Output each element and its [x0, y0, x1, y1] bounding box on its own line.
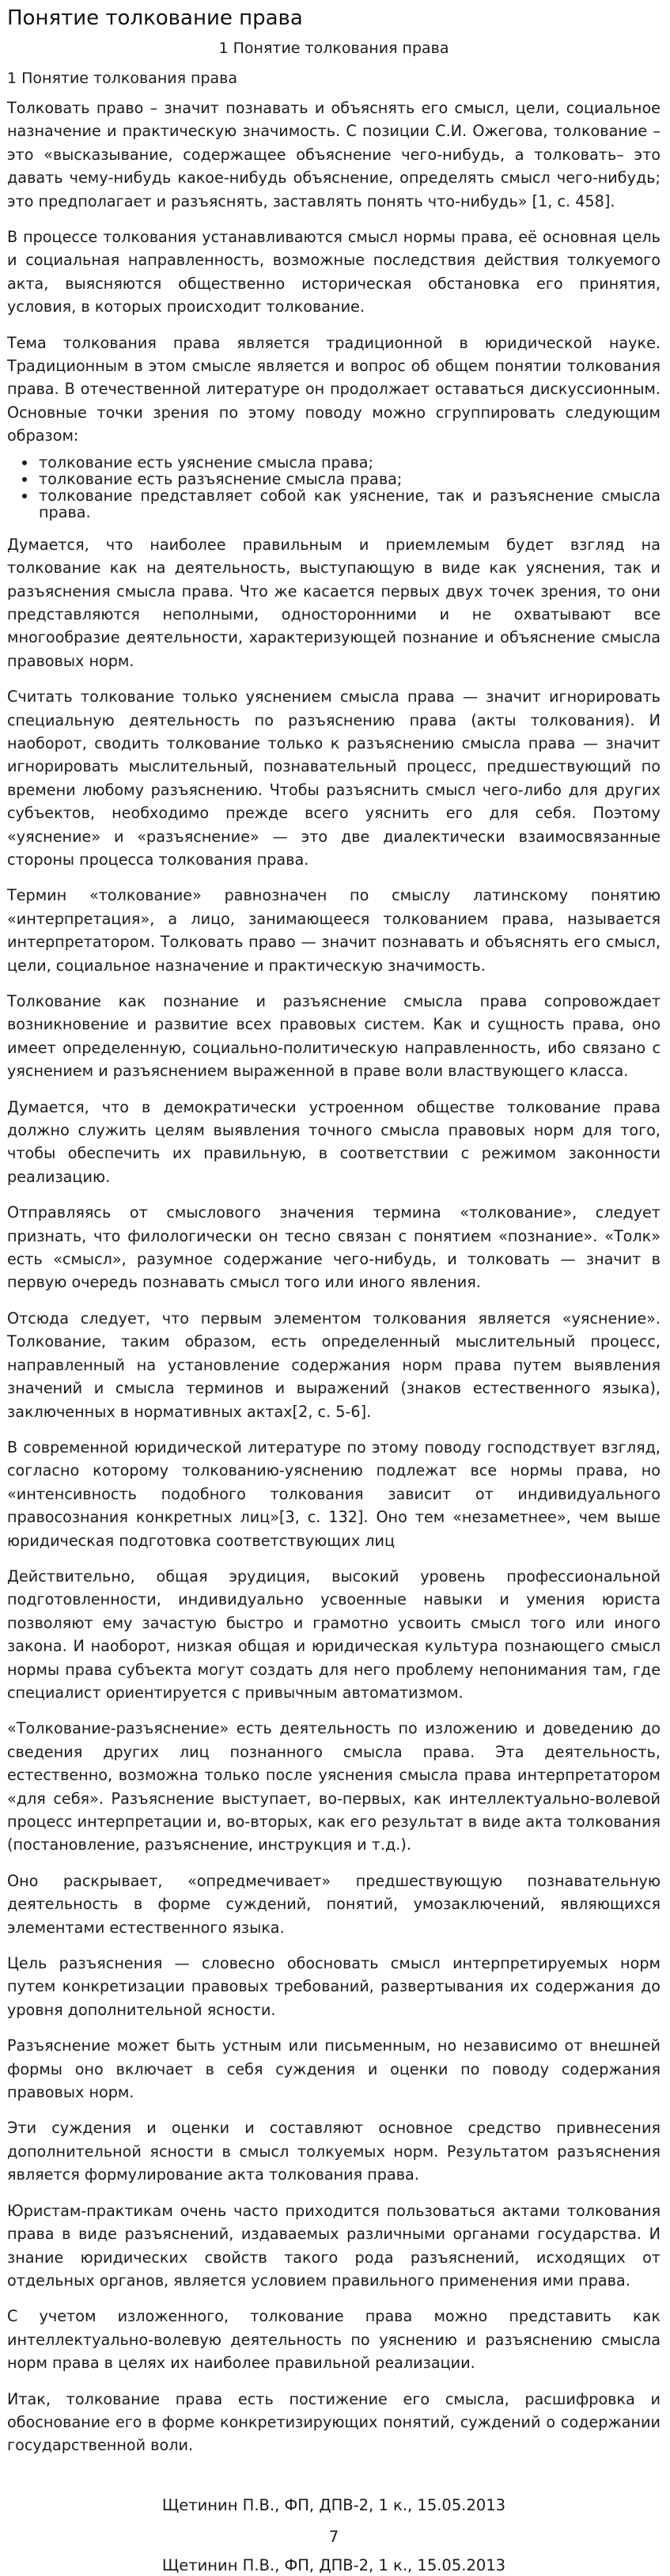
paragraph: В процессе толкования устанавливаются смысл нормы права, её основная цель и социальная направленность, возможные последствия действия толкуемого акта, выясняются общественно историческая обстановка его принятия, условия, в которых происходит толкование. [7, 228, 661, 316]
bullet-item: • толкование есть уяснение смысла права; [37, 454, 661, 471]
paragraph: В современной юридической литературе по этому поводу господствует взгляд, согласно которому толкованию-уяснению подлежат все нормы права, но «интенсивность подобного толкования зависит от индивидуального правосознания конкретных лиц»[3, с. 132]. Оно тем «незаметнее», чем выше юридическая подготовка соответствующих лиц [7, 1438, 661, 1550]
paragraph: Оно раскрывает, «опредмечивает» предшествующую познавательную деятельность в форме суждений, понятий, умозаключений, являющихся элементами естественного языка. [7, 1871, 661, 1937]
bullet-item: • толкование есть разъяснение смысла права; [37, 471, 661, 487]
paragraph: Итак, толкование права есть постижение его смысла, расшифровка и обоснование его в форме конкретизирующих понятий, суждений о содержании государственной воли. [7, 2389, 661, 2455]
paragraph: Думается, что наиболее правильным и приемлемым будет взгляд на толкование как на деятельность, выступающую в виде как уяснения, так и разъяснения смысла права. Что же касается первых двух точек зрения, то они представляются неполными, односторонними и не охватывают все многообразие деятельности, характеризующей познание и объяснение смысла правовых норм. [7, 535, 661, 670]
paragraph: Отсюда следует, что первым элементом толкования является «уяснение». Толкование, таким образом, есть определенный мыслительный процесс, направленный на установление содержания норм права путем выявления значений и смысла терминов и выражений (знаков естественного языка), заключенных в нормативных актах[2, с. 5-6]. [7, 1309, 661, 1421]
paragraph: Цель разъяснения — словесно обосновать смысл интерпретируемых норм путем конкретизации правовых требований, развертывания их содержания до уровня дополнительной ясности. [7, 1954, 661, 2019]
paragraph: Думается, что в демократически устроенном обществе толкование права должно служить целям выявления точного смысла правовых норм для того, чтобы обеспечить их правильную, в соответствии с режимом законности реализацию. [7, 1097, 661, 1186]
paragraph: Толкование как познание и разъяснение смысла права сопровождает возникновение и развитие всех правовых систем. Как и сущность права, оно имеет определенную, социально-политическую направленность, ибо связано с уяснением и разъяснением выраженной в праве воли властвующего класса. [7, 992, 661, 1081]
paragraph: Отправляясь от смыслового значения термина «толкование», следует признать, что филологически он тесно связан с понятием «познание». «Толк» есть «смысл», разумное содержание чего-нибудь, и толковать — значит в первую очередь познавать смысл того или иного явления. [7, 1203, 661, 1292]
paragraph: Юристам-практикам очень часто приходится пользоваться актами толкования права в виде разъяснений, издаваемых различными органами государства. И знание юридических свойств такого рода разъяснений, исходящих от отдельных органов, является условием правильного применения ими права. [7, 2201, 661, 2290]
paragraph: Тема толкования права является традиционной в юридической науке. Традиционным в этом смысле является и вопрос об общем понятии толкования права. В отечественной литературе он продолжает оставаться дискуссионным. Основные точки зрения по этому поводу можно сгруппировать следующим образом: [7, 333, 661, 445]
paragraph: Эти суждения и оценки и составляют основное средство привнесения дополнительной ясности в смысл толкуемых норм. Результатом разъяснения является формулирование акта толкования права. [7, 2119, 661, 2184]
centered-heading: 1 Понятие толкования права [218, 40, 449, 57]
footer-author-line-repeat: Щетинин П.В., ФП, ДПВ-2, 1 к., 15.05.2013 [161, 2555, 506, 2574]
paragraph: Действительно, общая эрудиция, высокий уровень профессиональной подготовленности, индивидуально усвоенные навыки и умения юриста позволяют ему зачастую быстро и грамотно усвоить смысл того или иного закона. И наоборот, низкая общая и юридическая культура познающего смысл нормы права субъекта могут создать для него проблему непонимания там, где специалист ориентируется с привычным автоматизмом. [7, 1566, 661, 1702]
page-number: 7 [328, 2527, 339, 2546]
section-heading: 1 Понятие толкования права [7, 70, 238, 87]
footer-author-line: Щетинин П.В., ФП, ДПВ-2, 1 к., 15.05.2013 [161, 2495, 506, 2514]
bullet-list [7, 454, 661, 521]
paragraph: «Толкование-разъяснение» есть деятельность по изложению и доведению до сведения других лиц познанного смысла права. Эта деятельность, естественно, возможна только после уяснения смысла права интерпретатором «для себя». Разъяснение выступает, во-первых, как интеллектуально-волевой процесс интерпретации и, во-вторых, как его результат в виде акта толкования (постановление, разъяснение, инструкция и т.д.). [7, 1719, 661, 1854]
document-title: Понятие толкование права [7, 6, 303, 30]
bullet-item: • толкование представляет собой как уяснение, так и разъяснение смысла права. [37, 487, 661, 521]
paragraph: Разъяснение может быть устным или письменным, но независимо от внешней формы оно включает в себя суждения и оценки по поводу содержания правовых норм. [7, 2036, 661, 2102]
paragraph: С учетом изложенного, толкование права можно представить как интеллектуально-волевую деятельность по уяснению и разъяснению смысла норм права в целях их наиболее правильной реализации. [7, 2307, 661, 2373]
paragraph: Толковать право – значит познавать и объяснять его смысл, цели, социальное назначение и практическую значимость. С позиции С.И. Ожегова, толкование – это «высказывание, содержащее объяснение чего-нибудь, а толковать– это давать чему-нибудь какое-нибудь объяснение, определять смысл чего-нибудь; это предполагает и разъяснять, заставлять понять что-нибудь» [1, с. 458]. [7, 99, 661, 210]
paragraph: Считать толкование только уяснением смысла права — значит игнорировать специальную деятельность по разъяснению права (акты толкования). И наоборот, сводить толкование только к разъяснению смысла права — значит игнорировать мыслительный, познавательный процесс, предшествующий по времени любому разъяснению. Чтобы разъяснить смысл чего-либо для других субъектов, необходимо прежде всего уяснить его для себя. Поэтому «уяснение» и «разъяснение» — это две диалектически взаимосвязанные стороны процесса толкования права. [7, 688, 661, 869]
paragraph: Термин «толкование» равнозначен по смыслу латинскому понятию «интерпретация», а лицо, занимающееся толкованием права, называется интерпретатором. Толковать право — значит познавать и объяснять его смысл, цели, социальное назначение и практическую значимость. [7, 886, 661, 975]
